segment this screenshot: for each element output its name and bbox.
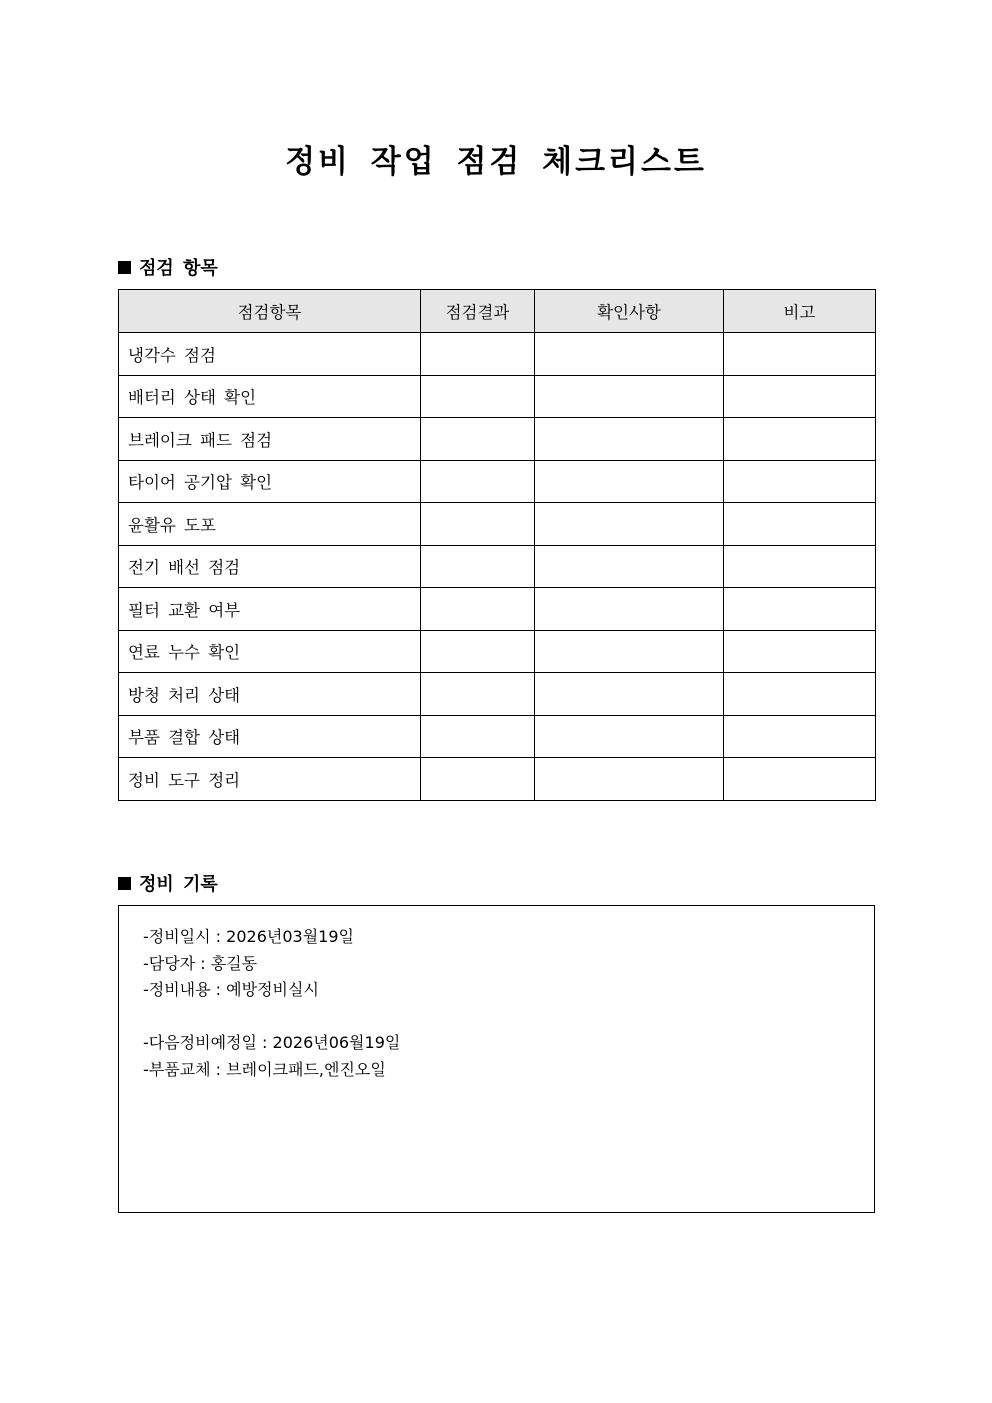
confirmation-cell[interactable]: [535, 630, 724, 673]
record-line: -다음정비예정일 : 2026년06월19일: [143, 1033, 401, 1052]
record-line: -정비일시 : 2026년03월19일: [143, 927, 354, 946]
table-row: [119, 758, 876, 801]
confirmation-cell[interactable]: [535, 418, 724, 461]
column-header-result: 점검결과: [421, 290, 535, 333]
table-row: [119, 418, 876, 461]
inspection-section-heading: [118, 254, 218, 280]
record-line: [143, 1004, 400, 1031]
inspection-item-cell: 브레이크 패드 점검: [119, 418, 421, 461]
table-row: [119, 460, 876, 503]
record-heading-label: 정비 기록: [139, 874, 218, 895]
remarks-cell[interactable]: [724, 715, 876, 758]
remarks-cell[interactable]: [724, 375, 876, 418]
document-title: 정비 작업 점검 체크리스트: [285, 144, 707, 180]
column-header-confirmation: 확인사항: [535, 290, 724, 333]
remarks-cell[interactable]: [724, 630, 876, 673]
remarks-cell[interactable]: [724, 460, 876, 503]
column-header-remarks: 비고: [724, 290, 876, 333]
record-line: -정비내용 : 예방정비실시: [143, 980, 319, 999]
remarks-cell[interactable]: [724, 545, 876, 588]
record-line: -부품교체 : 브레이크패드,엔진오일: [143, 1059, 386, 1079]
confirmation-cell[interactable]: [535, 503, 724, 546]
confirmation-cell[interactable]: [535, 545, 724, 588]
inspection-item-cell: 전기 배선 점검: [119, 545, 421, 588]
result-cell[interactable]: [421, 503, 535, 546]
maintenance-record-box: [118, 905, 875, 1213]
table-row: [119, 673, 876, 716]
result-cell[interactable]: [421, 333, 535, 376]
result-cell[interactable]: [421, 460, 535, 503]
inspection-item-cell: 연료 누수 확인: [119, 630, 421, 673]
result-cell[interactable]: [421, 630, 535, 673]
result-cell[interactable]: [421, 418, 535, 461]
inspection-item-cell: 부품 결합 상태: [119, 715, 421, 758]
table-header-row: [119, 290, 876, 333]
confirmation-cell[interactable]: [535, 673, 724, 716]
inspection-item-cell: 필터 교환 여부: [119, 588, 421, 631]
record-line: -담당자 : 홍길동: [143, 953, 258, 973]
inspection-item-cell: 배터리 상태 확인: [119, 375, 421, 418]
result-cell[interactable]: [421, 673, 535, 716]
inspection-item-cell: 정비 도구 정리: [119, 758, 421, 801]
result-cell[interactable]: [421, 375, 535, 418]
table-row: [119, 715, 876, 758]
inspection-item-cell: 방청 처리 상태: [119, 673, 421, 716]
table-row: [119, 545, 876, 588]
confirmation-cell[interactable]: [535, 588, 724, 631]
square-bullet-icon: [118, 877, 131, 890]
result-cell[interactable]: [421, 545, 535, 588]
remarks-cell[interactable]: [724, 673, 876, 716]
inspection-heading-label: 점검 항목: [139, 258, 218, 279]
table-row: [119, 503, 876, 546]
table-row: [119, 630, 876, 673]
confirmation-cell[interactable]: [535, 758, 724, 801]
remarks-cell[interactable]: [724, 503, 876, 546]
record-lines: [143, 924, 400, 1083]
remarks-cell[interactable]: [724, 758, 876, 801]
square-bullet-icon: [118, 261, 131, 274]
table-row: [119, 588, 876, 631]
inspection-table: [118, 289, 876, 801]
confirmation-cell[interactable]: [535, 715, 724, 758]
result-cell[interactable]: [421, 715, 535, 758]
confirmation-cell[interactable]: [535, 333, 724, 376]
remarks-cell[interactable]: [724, 418, 876, 461]
record-section-heading: [118, 870, 218, 896]
confirmation-cell[interactable]: [535, 460, 724, 503]
remarks-cell[interactable]: [724, 588, 876, 631]
result-cell[interactable]: [421, 758, 535, 801]
remarks-cell[interactable]: [724, 333, 876, 376]
confirmation-cell[interactable]: [535, 375, 724, 418]
inspection-item-cell: 타이어 공기압 확인: [119, 460, 421, 503]
inspection-item-cell: 냉각수 점검: [119, 333, 421, 376]
column-header-item: 점검항목: [119, 290, 421, 333]
table-row: [119, 333, 876, 376]
result-cell[interactable]: [421, 588, 535, 631]
table-row: [119, 375, 876, 418]
inspection-item-cell: 윤활유 도포: [119, 503, 421, 546]
